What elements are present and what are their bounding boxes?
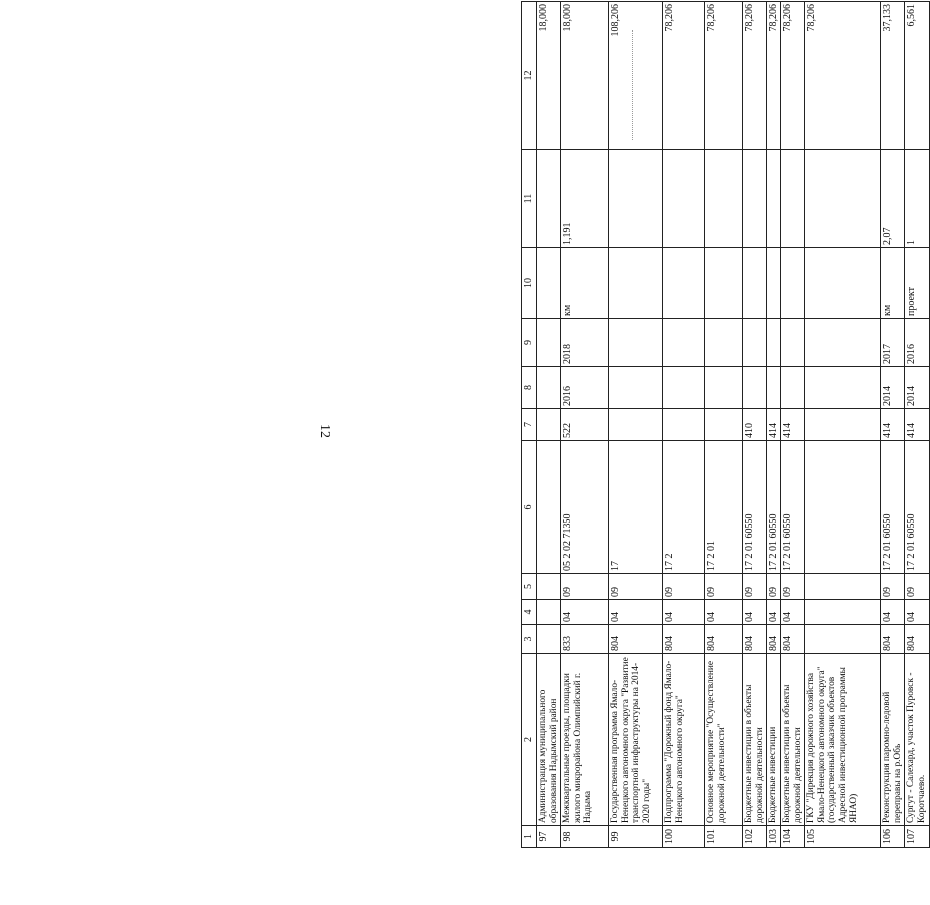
cell-c9: 2018	[561, 319, 609, 367]
row-description: Реконструкция паромно-ледовой переправы на р.Обь	[881, 654, 905, 826]
column-header: 11	[522, 150, 537, 248]
cell-c10	[767, 248, 781, 319]
cell-c8: 2016	[561, 367, 609, 409]
cell-c12: 37,133	[881, 2, 905, 150]
cell-c3: 804	[743, 625, 767, 654]
cell-c12: 78,206	[743, 2, 767, 150]
cell-c11	[663, 150, 705, 248]
cell-c4: 04	[663, 600, 705, 625]
cell-c7: 522	[561, 409, 609, 441]
cell-c3: 804	[905, 625, 929, 654]
cell-c11: 1,191	[561, 150, 609, 248]
cell-c5: 09	[881, 574, 905, 600]
cell-c10: проект	[905, 248, 929, 319]
cell-c4	[805, 600, 881, 625]
table-row	[743, 2, 767, 848]
cell-c3: 804	[767, 625, 781, 654]
column-header: 9	[522, 319, 537, 367]
table-row	[609, 2, 663, 848]
cell-c9	[537, 319, 561, 367]
cell-c12: 6,561	[905, 2, 929, 150]
cell-c3: 804	[609, 625, 663, 654]
cell-c4: 04	[743, 600, 767, 625]
cell-c6: 17 2 01 60550	[905, 441, 929, 574]
row-description: Сургут - Салехард, участок Пуровск - Коротчаево.	[905, 654, 929, 826]
cell-c5: 09	[663, 574, 705, 600]
cell-c10	[805, 248, 881, 319]
column-header: 1	[522, 826, 537, 848]
row-description: Основное мероприятие "Осуществление дорожной деятельности"	[705, 654, 743, 826]
cell-c11	[705, 150, 743, 248]
cell-c10	[663, 248, 705, 319]
row-description: Администрация муниципального образования Надымский район	[537, 654, 561, 826]
cell-c6: 17 2 01 60550	[767, 441, 781, 574]
cell-c9: 2016	[905, 319, 929, 367]
cell-c6	[805, 441, 881, 574]
table-row	[881, 2, 905, 848]
cell-c9	[767, 319, 781, 367]
cell-c7: 414	[881, 409, 905, 441]
cell-c11: 1	[905, 150, 929, 248]
table-row	[805, 2, 881, 848]
row-number: 98	[561, 826, 609, 848]
cell-c12: 78,206	[767, 2, 781, 150]
cell-c8	[537, 367, 561, 409]
table-row	[561, 2, 609, 848]
table-row	[705, 2, 743, 848]
page-number: 12	[317, 424, 332, 438]
cell-c11	[767, 150, 781, 248]
cell-c4: 04	[881, 600, 905, 625]
cell-c12: 108,206	[609, 2, 663, 150]
column-header: 5	[522, 574, 537, 600]
column-header: 12	[522, 2, 537, 150]
cell-c4: 04	[781, 600, 805, 625]
cell-c4: 04	[767, 600, 781, 625]
cell-c3: 804	[781, 625, 805, 654]
cell-c3: 804	[705, 625, 743, 654]
cell-c9	[609, 319, 663, 367]
cell-c8	[705, 367, 743, 409]
row-number: 105	[805, 826, 881, 848]
table-row	[663, 2, 705, 848]
row-number: 101	[705, 826, 743, 848]
cell-c8	[767, 367, 781, 409]
row-number: 99	[609, 826, 663, 848]
cell-c12: 18,000	[537, 2, 561, 150]
row-description: Бюджетные инвестиции	[767, 654, 781, 826]
cell-c3	[537, 625, 561, 654]
cell-c12: 78,206	[781, 2, 805, 150]
column-header: 6	[522, 441, 537, 574]
cell-c8	[743, 367, 767, 409]
cell-c11	[609, 150, 663, 248]
cell-c12: 78,206	[663, 2, 705, 150]
cell-c7	[805, 409, 881, 441]
row-number: 104	[781, 826, 805, 848]
cell-c12: 78,206	[805, 2, 881, 150]
cell-c7: 414	[767, 409, 781, 441]
cell-c8: 2014	[881, 367, 905, 409]
cell-c9	[705, 319, 743, 367]
cell-c11	[743, 150, 767, 248]
cell-c9: 2017	[881, 319, 905, 367]
cell-c7: 414	[781, 409, 805, 441]
cell-c4: 04	[905, 600, 929, 625]
cell-c5	[537, 574, 561, 600]
cell-c8	[781, 367, 805, 409]
cell-c6: 17	[609, 441, 663, 574]
cell-c8: 2014	[905, 367, 929, 409]
cell-c4: 04	[561, 600, 609, 625]
row-description: Государственная программа Ямало-Ненецкого автономного округа "Развитие транспортной инфраструктуры на 2014-2020 годы"	[609, 654, 663, 826]
cell-c4: 04	[705, 600, 743, 625]
column-header: 2	[522, 654, 537, 826]
cell-c6: 17 2 01 60550	[743, 441, 767, 574]
cell-c3: 804	[881, 625, 905, 654]
row-number: 100	[663, 826, 705, 848]
cell-c10	[609, 248, 663, 319]
cell-c9	[663, 319, 705, 367]
cell-c4: 04	[609, 600, 663, 625]
cell-c5: 09	[561, 574, 609, 600]
cell-c5: 09	[767, 574, 781, 600]
cell-c5: 09	[609, 574, 663, 600]
column-header: 8	[522, 367, 537, 409]
cell-c7	[537, 409, 561, 441]
row-description: Межквартальные проезды, площадки жилого микрорайона Олимпийский г. Надыма	[561, 654, 609, 826]
cell-c8	[663, 367, 705, 409]
column-header: 10	[522, 248, 537, 319]
cell-c5: 09	[781, 574, 805, 600]
table-header-row	[522, 2, 537, 848]
cell-c5	[805, 574, 881, 600]
cell-c5: 09	[905, 574, 929, 600]
cell-c3: 833	[561, 625, 609, 654]
cell-c10	[537, 248, 561, 319]
column-header: 4	[522, 600, 537, 625]
cell-c9	[743, 319, 767, 367]
cell-c11	[537, 150, 561, 248]
cell-c6: 17 2 01 60550	[881, 441, 905, 574]
cell-c3: 804	[663, 625, 705, 654]
cell-c3	[805, 625, 881, 654]
cell-c6: 17 2	[663, 441, 705, 574]
cell-c11	[805, 150, 881, 248]
column-header: 3	[522, 625, 537, 654]
row-description: Подпрограмма "Дорожный фонд Ямало-Ненецкого автономного округа"	[663, 654, 705, 826]
cell-c7	[609, 409, 663, 441]
cell-c10	[705, 248, 743, 319]
table-row	[537, 2, 561, 848]
table-row	[767, 2, 781, 848]
cell-c7: 410	[743, 409, 767, 441]
cell-c6: 17 2 01 60550	[781, 441, 805, 574]
cell-c9	[781, 319, 805, 367]
cell-c10	[743, 248, 767, 319]
row-description: ГКУ "Дирекция дорожного хозяйства Ямало-Ненецкого автономного округа" (государственный заказчик объектов Адресной инвестиционной программы ЯНАО)	[805, 654, 881, 826]
cell-c7	[705, 409, 743, 441]
cell-c7: 414	[905, 409, 929, 441]
cell-c10	[781, 248, 805, 319]
cell-c11	[781, 150, 805, 248]
cell-c11: 2,07	[881, 150, 905, 248]
row-number: 97	[537, 826, 561, 848]
cell-c12: 78,206	[705, 2, 743, 150]
cell-c8	[805, 367, 881, 409]
row-number: 106	[881, 826, 905, 848]
cell-c8	[609, 367, 663, 409]
cell-c7	[663, 409, 705, 441]
cell-c10: км	[881, 248, 905, 319]
row-description: Бюджетные инвестиции в объекты дорожной деятельности	[743, 654, 767, 826]
cell-c6	[537, 441, 561, 574]
cell-c10: км	[561, 248, 609, 319]
table-row	[781, 2, 805, 848]
table-row	[905, 2, 929, 848]
row-number: 102	[743, 826, 767, 848]
row-number: 103	[767, 826, 781, 848]
cell-c12: 18,000	[561, 2, 609, 150]
cell-c6: 17 2 01	[705, 441, 743, 574]
row-description: Бюджетные инвестиции в объекты дорожной деятельности	[781, 654, 805, 826]
data-table	[521, 1, 930, 848]
cell-c4	[537, 600, 561, 625]
cell-c5: 09	[743, 574, 767, 600]
column-header: 7	[522, 409, 537, 441]
row-number: 107	[905, 826, 929, 848]
cell-c5: 09	[705, 574, 743, 600]
cell-c6: 05 2 02 71350	[561, 441, 609, 574]
cell-c9	[805, 319, 881, 367]
